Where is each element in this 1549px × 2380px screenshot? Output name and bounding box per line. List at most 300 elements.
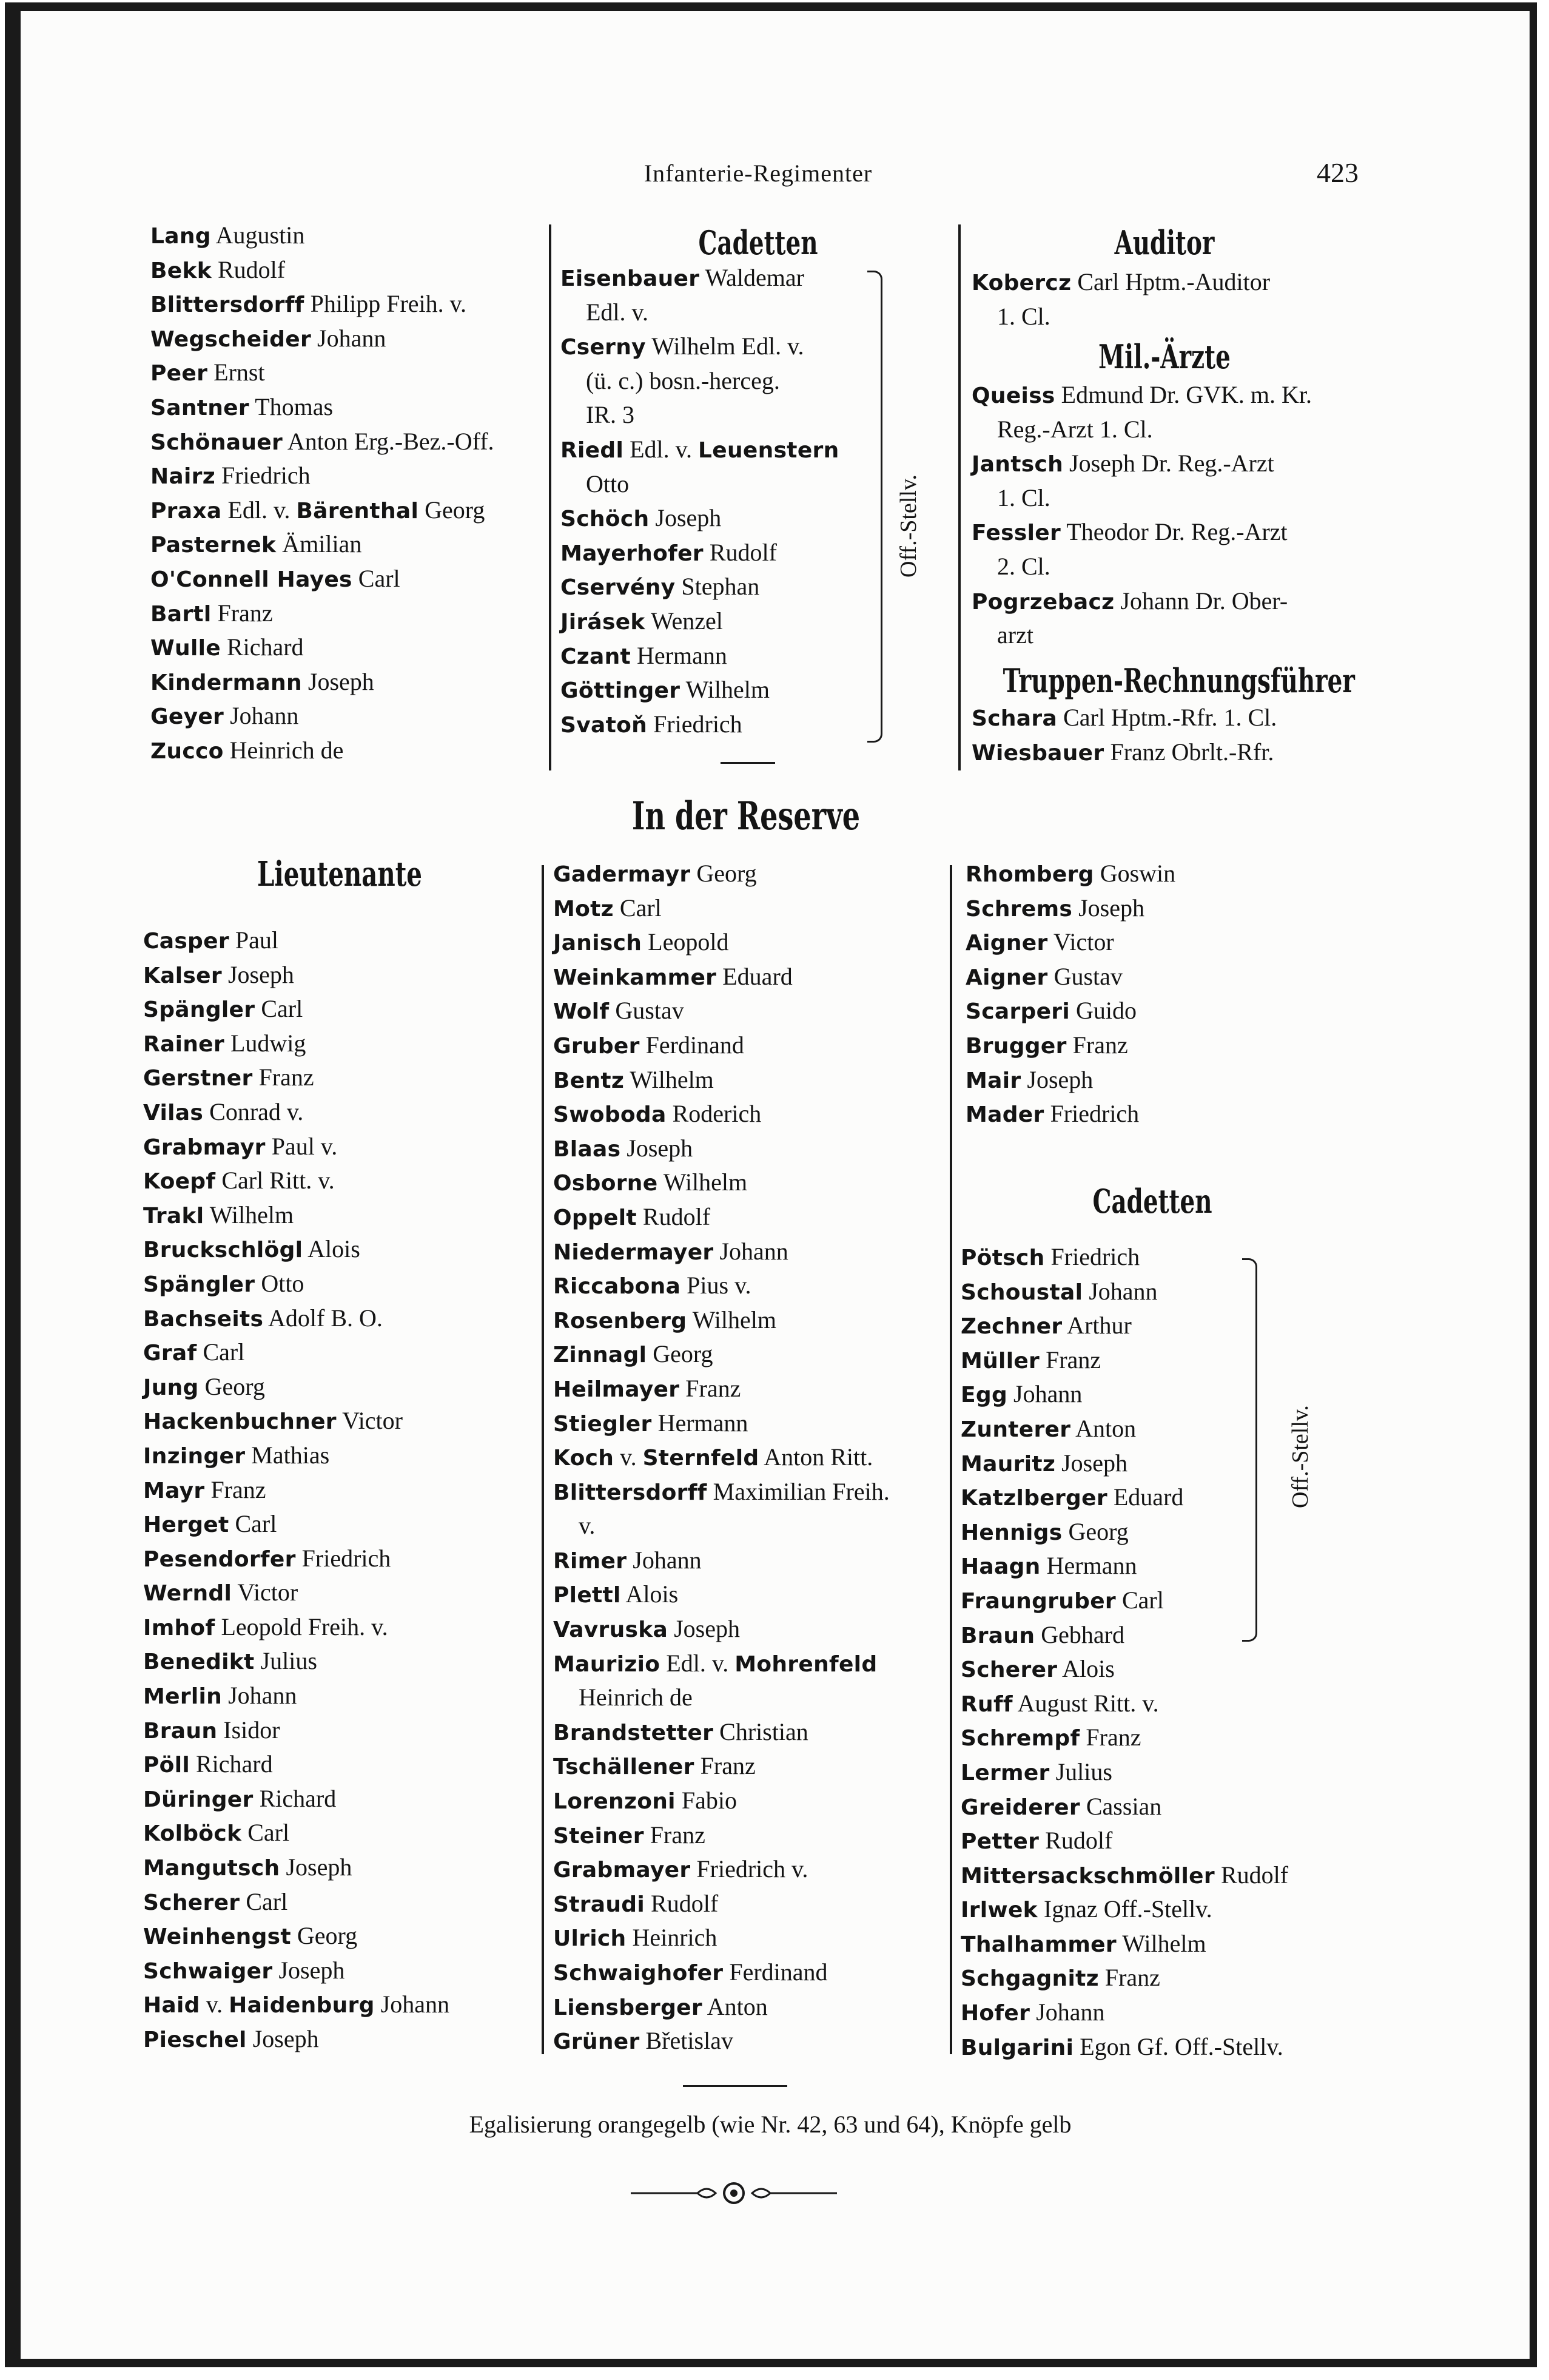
surname: Schara — [972, 706, 1058, 731]
cadetten-bracket-label: Off.-Stellv. — [896, 474, 921, 578]
continuation-text: 2. Cl. — [997, 552, 1050, 580]
surname: Blittersdorff — [150, 292, 304, 318]
column-rule — [950, 865, 952, 2054]
list-item — [143, 1438, 531, 1473]
surname: Graf — [143, 1341, 197, 1366]
surname: Brandstetter — [553, 1720, 714, 1745]
given-name: Franz — [679, 1374, 741, 1402]
officer-list-top — [150, 218, 539, 768]
list-item — [143, 1542, 531, 1576]
list-item — [553, 1097, 947, 1131]
reserve-list-right — [966, 857, 1354, 1131]
list-item — [143, 1954, 531, 1988]
given-name: Franz — [211, 599, 273, 627]
given-name: Augustin — [210, 221, 305, 249]
list-item — [553, 1063, 947, 1097]
surname: Jirásek — [560, 609, 645, 635]
given-name: Wilhelm — [624, 1065, 714, 1093]
surname: Lang — [150, 224, 211, 249]
given-name: Carl — [229, 1510, 277, 1538]
given-name: Gebhard — [1035, 1620, 1124, 1648]
continuation-text: arzt — [997, 621, 1033, 649]
list-item — [553, 1921, 947, 1955]
list-item — [961, 1549, 1397, 1583]
given-name: Leopold Freih. v. — [215, 1613, 388, 1640]
list-item — [560, 570, 900, 604]
given-name: Friedrich — [215, 462, 311, 490]
given-name: Joseph — [221, 960, 294, 988]
given-name: Johann — [1007, 1380, 1083, 1408]
surname: Schwaiger — [143, 1958, 273, 1984]
given-name: Joseph — [301, 667, 374, 695]
given-name: Franz Obrlt.-Rfr. — [1104, 738, 1274, 766]
list-item — [150, 733, 539, 768]
list-item — [560, 536, 900, 570]
surname: Nairz — [150, 464, 215, 490]
list-item — [143, 1885, 531, 1920]
surname: Maurizio — [553, 1651, 660, 1677]
given-name: Johann — [627, 1546, 702, 1574]
surname: Janisch — [553, 931, 642, 956]
surname: Grüner — [553, 2029, 640, 2055]
given-name: Georg — [198, 1372, 265, 1400]
given-name: Edl. v. — [660, 1649, 735, 1677]
list-item — [143, 1747, 531, 1782]
given-name: Philipp Freih. v. — [304, 290, 467, 318]
surname: Gerstner — [143, 1066, 253, 1091]
given-name: Johann — [1030, 1998, 1105, 2026]
list-item — [966, 994, 1354, 1028]
surname: Rhomberg — [966, 862, 1094, 887]
surname: Rainer — [143, 1031, 224, 1057]
surname: Heilmayer — [553, 1377, 680, 1402]
given-name: v. — [200, 1991, 229, 2018]
surname: Ruff — [961, 1691, 1013, 1717]
surname: Braun — [143, 1718, 218, 1744]
list-item — [143, 1060, 531, 1095]
list-item — [150, 596, 539, 631]
given-name: August Ritt. v. — [1012, 1689, 1159, 1717]
surname: Fessler — [972, 521, 1061, 546]
given-name: Alois — [303, 1235, 360, 1263]
surname: Hackenbuchner — [143, 1409, 337, 1435]
given-name: Ernst — [207, 359, 265, 386]
continuation-text: 1. Cl. — [997, 484, 1050, 511]
list-item — [972, 300, 1360, 334]
list-item — [150, 699, 539, 733]
list-item — [972, 618, 1360, 653]
surname: Liensberger — [553, 1995, 702, 2020]
given-name: Friedrich — [1044, 1100, 1140, 1128]
list-item — [961, 1412, 1397, 1446]
surname: Geyer — [150, 704, 224, 730]
given-name: Victor — [1047, 928, 1114, 956]
list-item — [972, 481, 1360, 516]
given-name: Ferdinand — [723, 1958, 828, 1986]
given-name: Franz — [1066, 1031, 1128, 1059]
surname: Brugger — [966, 1033, 1067, 1059]
given-name: Wilhelm — [1116, 1929, 1206, 1957]
given-name: Theodor Dr. Reg.-Arzt — [1061, 518, 1288, 546]
list-item — [961, 1824, 1397, 1858]
list-item — [961, 1892, 1397, 1927]
list-item — [560, 261, 900, 295]
surname: Pöll — [143, 1753, 190, 1778]
surname: Scherer — [961, 1657, 1058, 1683]
list-item — [553, 1887, 947, 1921]
list-item — [966, 925, 1354, 960]
given-name: Johann — [311, 324, 386, 352]
surname: Merlin — [143, 1684, 223, 1710]
list-item — [143, 1335, 531, 1370]
surname: Kalser — [143, 963, 222, 988]
given-name: Christian — [713, 1718, 808, 1745]
list-item — [143, 1027, 531, 1061]
surname: Jung — [143, 1375, 199, 1400]
list-item — [961, 1995, 1397, 2030]
surname: Wiesbauer — [972, 740, 1104, 766]
surname: Düringer — [143, 1787, 254, 1812]
list-item — [961, 1618, 1397, 1653]
list-item — [972, 701, 1360, 735]
given-name: Franz — [1040, 1346, 1101, 1374]
list-item — [560, 604, 900, 639]
given-name: Ämilian — [276, 530, 362, 558]
list-item — [553, 1715, 947, 1750]
given-name: Adolf B. O. — [263, 1304, 383, 1332]
given-name: Egon Gf. Off.-Stellv. — [1074, 2032, 1283, 2060]
given-name: Julius — [254, 1647, 317, 1675]
given-name: Georg — [647, 1340, 713, 1368]
given-name: Eduard — [1107, 1483, 1184, 1511]
list-item — [966, 857, 1354, 891]
list-item — [150, 253, 539, 288]
list-item — [961, 1240, 1397, 1275]
list-item — [150, 218, 539, 253]
given-name: Waldemar — [699, 264, 804, 291]
page-number: 423 — [1317, 157, 1359, 188]
list-item — [961, 1446, 1397, 1481]
given-name: Rudolf — [1214, 1861, 1289, 1889]
given-name: Wilhelm — [204, 1201, 294, 1229]
given-name: Břetislav — [639, 2027, 733, 2055]
list-item — [143, 1816, 531, 1850]
surname: Jantsch — [972, 452, 1064, 477]
list-item — [553, 1680, 947, 1715]
surname: Aigner — [966, 965, 1048, 990]
list-item — [150, 390, 539, 425]
list-item — [966, 1063, 1354, 1097]
given-name: Franz — [204, 1475, 266, 1503]
surname-suffix: Haidenburg — [229, 1993, 375, 2018]
given-name: Carl Hptm.-Rfr. 1. Cl. — [1057, 704, 1277, 731]
list-item — [961, 1583, 1397, 1618]
surname: Hennigs — [961, 1520, 1063, 1545]
list-item — [560, 467, 900, 502]
given-name: Joseph — [246, 2025, 319, 2052]
list-item — [560, 501, 900, 536]
list-item — [553, 1303, 947, 1338]
given-name: Rudolf — [645, 1889, 719, 1917]
list-item — [143, 1576, 531, 1610]
given-name: Hermann — [651, 1409, 748, 1437]
surname: Zucco — [150, 738, 224, 764]
surname: Schrems — [966, 896, 1073, 922]
surname: Ulrich — [553, 1926, 627, 1952]
surname: Motz — [553, 896, 614, 922]
reserve-list — [553, 857, 947, 2058]
surname: Wegscheider — [150, 326, 312, 352]
given-name: Rudolf — [703, 538, 777, 566]
surname: Mayerhofer — [560, 541, 704, 566]
given-name: Conrad v. — [203, 1097, 304, 1125]
given-name: Carl — [1116, 1586, 1164, 1614]
surname: Blittersdorff — [553, 1480, 707, 1505]
given-name: Carl — [613, 894, 662, 922]
auditor-list — [972, 265, 1360, 334]
surname: Kindermann — [150, 670, 302, 695]
given-name: Richard — [190, 1750, 273, 1778]
list-item — [553, 1028, 947, 1063]
given-name: Johann — [1083, 1277, 1158, 1305]
given-name: Joseph — [280, 1853, 352, 1881]
given-name: Johann Dr. Ober- — [1114, 587, 1288, 615]
column-rule — [549, 224, 551, 770]
given-name: Franz — [252, 1064, 314, 1091]
surname: O'Connell Hayes — [150, 567, 352, 592]
rechnungsfuehrer-list — [972, 701, 1360, 769]
surname: Fraungruber — [961, 1588, 1116, 1614]
list-item — [961, 1480, 1397, 1515]
list-item — [553, 1372, 947, 1406]
list-item — [560, 295, 900, 330]
list-item — [553, 1475, 947, 1509]
list-item — [560, 639, 900, 673]
given-name: Maximilian Freih. — [707, 1477, 890, 1505]
surname: Schoustal — [961, 1279, 1083, 1305]
list-item — [553, 1406, 947, 1441]
surname: Peer — [150, 361, 208, 386]
surname: Mangutsch — [143, 1856, 280, 1881]
surname: Lorenzoni — [553, 1789, 676, 1815]
list-item — [143, 958, 531, 993]
given-name: Joseph — [1021, 1065, 1094, 1093]
list-item — [553, 925, 947, 960]
surname: Osborne — [553, 1171, 658, 1196]
continuation-text: Heinrich de — [579, 1684, 693, 1711]
surname: Kobercz — [972, 271, 1072, 295]
surname-suffix: Bärenthal — [296, 498, 419, 524]
surname: Haid — [143, 1993, 200, 2018]
surname: Swoboda — [553, 1102, 667, 1128]
list-item — [560, 398, 900, 433]
given-name: Goswin — [1094, 860, 1176, 887]
name-rest: Johann — [374, 1991, 449, 2018]
given-name: Guido — [1070, 997, 1137, 1025]
given-name: Pius v. — [680, 1272, 751, 1300]
ornament-icon — [631, 2178, 837, 2208]
surname: Weinhengst — [143, 1924, 291, 1950]
continuation-text: Reg.-Arzt 1. Cl. — [997, 415, 1153, 443]
surname: Greiderer — [961, 1795, 1080, 1820]
given-name: Georg — [1062, 1517, 1129, 1545]
given-name: Georg — [690, 860, 757, 887]
given-name: Ignaz Off.-Stellv. — [1037, 1895, 1212, 1923]
surname: Oppelt — [553, 1205, 637, 1230]
list-item — [553, 891, 947, 926]
surname: Herget — [143, 1512, 229, 1538]
given-name: Wenzel — [645, 607, 723, 635]
surname: Czant — [560, 644, 631, 669]
surname: Bekk — [150, 258, 212, 283]
list-item — [961, 1275, 1397, 1309]
given-name: Rudolf — [211, 255, 286, 283]
given-name: Joseph — [272, 1956, 345, 1984]
surname: Zunterer — [961, 1417, 1071, 1442]
given-name: Ludwig — [224, 1029, 306, 1057]
surname: Schwaighofer — [553, 1961, 724, 1986]
given-name: Carl Hptm.-Auditor — [1071, 268, 1271, 295]
list-item — [143, 1232, 531, 1267]
surname: Pasternek — [150, 533, 277, 558]
given-name: v. — [614, 1443, 643, 1471]
list-item — [553, 1647, 947, 1681]
surname: Werndl — [143, 1581, 232, 1606]
surname: Scherer — [143, 1890, 240, 1915]
list-item — [560, 673, 900, 707]
reserve-heading: In der Reserve — [631, 794, 861, 839]
column-rule — [542, 865, 544, 2054]
list-item — [961, 1927, 1397, 1961]
surname: Riedl — [560, 437, 624, 463]
surname: Bruckschlögl — [143, 1238, 303, 1263]
continuation-text: IR. 3 — [586, 401, 634, 429]
surname: Göttinger — [560, 678, 680, 704]
surname: Rosenberg — [553, 1308, 687, 1333]
continuation-text: 1. Cl. — [997, 302, 1050, 330]
surname: Aigner — [966, 931, 1048, 956]
given-name: Wilhelm — [657, 1168, 748, 1196]
cadetten-reserve-bracket — [1242, 1258, 1257, 1642]
list-item — [961, 1687, 1397, 1721]
column-rule — [958, 224, 961, 770]
list-item — [553, 1165, 947, 1200]
list-item — [972, 584, 1360, 619]
cadetten-bracket — [867, 271, 882, 743]
list-item — [143, 1301, 531, 1336]
list-item — [143, 1404, 531, 1438]
list-item — [553, 1543, 947, 1578]
surname: Steiner — [553, 1823, 644, 1849]
list-item — [966, 891, 1354, 926]
list-item — [553, 1235, 947, 1269]
surname: Bulgarini — [961, 2035, 1074, 2060]
list-item — [143, 1713, 531, 1748]
surname: Tschällener — [553, 1755, 694, 1780]
list-item — [961, 1961, 1397, 1995]
given-name: Gustav — [1047, 962, 1123, 990]
mil-aerzte-list — [972, 378, 1360, 653]
surname: Lermer — [961, 1760, 1050, 1785]
auditor-heading: Auditor — [1114, 223, 1215, 262]
surname: Spängler — [143, 1272, 255, 1297]
surname: Rimer — [553, 1548, 627, 1574]
list-item — [143, 1198, 531, 1233]
list-item — [961, 1309, 1397, 1343]
given-name: Hermann — [1040, 1552, 1137, 1580]
list-item — [553, 1955, 947, 1990]
cadetten-reserve-heading: Cadetten — [1092, 1182, 1212, 1221]
continuation-text: v. — [579, 1512, 596, 1540]
name-rest: Anton Ritt. — [759, 1443, 873, 1471]
list-item — [553, 994, 947, 1028]
surname: Schöch — [560, 507, 650, 532]
list-item — [143, 1610, 531, 1645]
list-item — [150, 322, 539, 356]
list-item — [966, 960, 1354, 994]
list-item — [560, 433, 900, 467]
list-item — [150, 459, 539, 493]
list-item — [143, 1782, 531, 1816]
list-item — [560, 707, 900, 742]
surname: Plettl — [553, 1583, 621, 1608]
list-item — [143, 1267, 531, 1301]
list-item — [143, 2022, 531, 2057]
list-item — [961, 1721, 1397, 1755]
list-item — [553, 1269, 947, 1303]
given-name: Richard — [253, 1784, 337, 1812]
surname: Grabmayr — [143, 1134, 266, 1160]
given-name: Joseph — [1072, 894, 1144, 922]
given-name: Johann — [713, 1237, 788, 1265]
surname: Blaas — [553, 1136, 621, 1162]
continuation-text: Edl. v. — [586, 298, 648, 326]
surname: Koch — [553, 1446, 614, 1471]
list-item — [143, 1919, 531, 1954]
surname: Irlwek — [961, 1898, 1038, 1923]
list-item — [553, 1749, 947, 1784]
list-item — [560, 364, 900, 399]
surname: Müller — [961, 1348, 1040, 1374]
surname: Haagn — [961, 1554, 1041, 1580]
given-name: Anton — [1070, 1414, 1137, 1442]
given-name: Franz — [1098, 1964, 1160, 1992]
list-item — [553, 1990, 947, 2024]
list-item — [143, 992, 531, 1027]
surname: Cservény — [560, 575, 676, 601]
surname: Mair — [966, 1068, 1021, 1093]
running-head: Infanterie-Regimenter — [643, 160, 873, 187]
surname: Imhof — [143, 1615, 215, 1640]
surname: Schgagnitz — [961, 1966, 1099, 1992]
footer-note: Egalisierung orangegelb (wie Nr. 42, 63 und 64), Knöpfe gelb — [469, 2111, 1072, 2138]
list-item — [553, 1337, 947, 1372]
list-item — [553, 1784, 947, 1818]
continuation-text: Otto — [586, 470, 630, 497]
surname: Braun — [961, 1623, 1035, 1648]
surname: Schönauer — [150, 430, 283, 455]
given-name: Carl — [241, 1819, 290, 1847]
surname: Bartl — [150, 601, 212, 627]
list-item — [150, 425, 539, 459]
given-name: Edl. v. — [221, 496, 297, 524]
surname: Pogrzebacz — [972, 589, 1115, 615]
given-name: Mathias — [245, 1441, 330, 1469]
surname: Mader — [966, 1102, 1044, 1128]
list-item — [972, 515, 1360, 550]
surname: Spängler — [143, 997, 255, 1023]
list-item — [961, 1858, 1397, 1893]
